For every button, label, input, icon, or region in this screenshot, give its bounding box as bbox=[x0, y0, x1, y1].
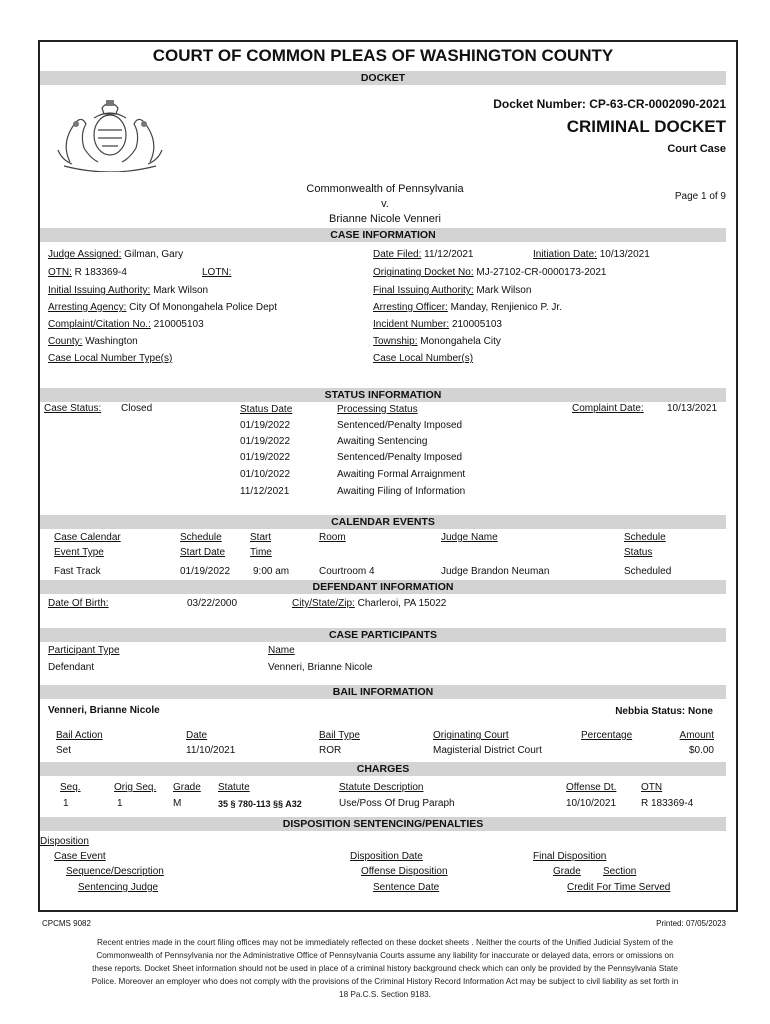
participant-name-header: Name bbox=[268, 645, 295, 656]
charge-offense-date: 10/10/2021 bbox=[566, 798, 617, 809]
legal-notice: Recent entries made in the court filing offices may not be immediately reflected on these docket sheets . Neither the courts of the Unified Judicial System of the Commonwealth of Pennsylvania nor the Administrative Office of Pennsylvania Courts assume any liability for inaccurate or delayed data, errors or omissions on these reports. Docket Sheet information should not be used in place of a criminal history background check which can only be provided by the Pennsylvania State Police. Moreover an employer who does not comply with the provisions of the Criminal History Record Information Act may be subject to civil liability as set forth in 18 Pa.C.S. Section 9183. bbox=[91, 938, 679, 999]
case-local-numbers: Case Local Number(s) bbox=[373, 353, 474, 364]
participant-name: Venneri, Brianne Nicole bbox=[268, 662, 373, 673]
status-row-status: Awaiting Sentencing bbox=[337, 436, 428, 447]
docket-number: Docket Number: CP-63-CR-0002090-2021 bbox=[493, 97, 726, 111]
docket-band: DOCKET bbox=[40, 71, 726, 85]
bail-information-band: BAIL INFORMATION bbox=[40, 685, 726, 699]
bail-percentage-header: Percentage bbox=[581, 730, 633, 741]
bail-court: Magisterial District Court bbox=[433, 745, 542, 756]
bail-type-header: Bail Type bbox=[319, 730, 360, 741]
disposition-header: Disposition bbox=[40, 836, 89, 847]
printed-date: Printed: 07/05/2023 bbox=[656, 919, 726, 928]
charge-grade-header: Grade bbox=[173, 782, 201, 793]
calendar-event-type-header: Event Type bbox=[54, 547, 104, 558]
caption-v: v. bbox=[381, 198, 389, 210]
credit-time-served-header: Credit For Time Served bbox=[567, 882, 671, 893]
complaint-citation: Complaint/Citation No.: 210005103 bbox=[48, 319, 204, 330]
calendar-start-date-header: Start Date bbox=[180, 547, 226, 558]
sentence-date-header: Sentence Date bbox=[373, 882, 440, 893]
form-id: CPCMS 9082 bbox=[42, 919, 91, 928]
final-issuing-authority: Final Issuing Authority: Mark Wilson bbox=[373, 285, 532, 296]
status-row-status: Sentenced/Penalty Imposed bbox=[337, 452, 463, 463]
calendar-event-type-header: Case Calendar bbox=[54, 532, 121, 543]
date-of-birth-value: 03/22/2000 bbox=[187, 598, 238, 609]
caption-line1: Commonwealth of Pennsylvania bbox=[306, 183, 464, 195]
calendar-event-type: Fast Track bbox=[54, 566, 101, 577]
complaint-date-label: Complaint Date: bbox=[572, 403, 644, 414]
bail-action-header: Bail Action bbox=[56, 730, 103, 741]
initiation-date: Initiation Date: 10/13/2021 bbox=[533, 249, 650, 260]
caption-defendant: Brianne Nicole Venneri bbox=[329, 213, 441, 225]
charge-orig-seq: 1 bbox=[117, 798, 123, 809]
lotn: LOTN: bbox=[202, 267, 232, 278]
status-date-header: Status Date bbox=[240, 404, 293, 415]
offense-disposition-header: Offense Disposition bbox=[361, 866, 448, 877]
participant-type-header: Participant Type bbox=[48, 645, 120, 656]
page-indicator: Page 1 of 9 bbox=[674, 191, 726, 202]
disposition-section-header: Section bbox=[603, 866, 637, 877]
court-case-label: Court Case bbox=[667, 143, 726, 155]
status-row-date: 01/19/2022 bbox=[240, 452, 291, 463]
sentencing-judge-header: Sentencing Judge bbox=[78, 882, 159, 893]
judge-assigned: Judge Assigned: Gilman, Gary bbox=[48, 249, 184, 260]
bail-amount: $0.00 bbox=[688, 745, 714, 756]
charge-description: Use/Poss Of Drug Paraph bbox=[339, 798, 455, 809]
bail-amount-header: Amount bbox=[679, 730, 714, 741]
calendar-status: Scheduled bbox=[624, 566, 672, 577]
calendar-judge-header: Judge Name bbox=[441, 532, 498, 543]
charge-statute: 35 § 780-113 §§ A32 bbox=[218, 799, 302, 809]
status-row-status: Sentenced/Penalty Imposed bbox=[337, 420, 463, 431]
city-state-zip: City/State/Zip: Charleroi, PA 15022 bbox=[292, 598, 447, 609]
status-row-date: 01/10/2022 bbox=[240, 469, 291, 480]
calendar-judge: Judge Brandon Neuman bbox=[441, 566, 550, 577]
case-local-number-type: Case Local Number Type(s) bbox=[48, 353, 173, 364]
charges-band: CHARGES bbox=[40, 762, 726, 776]
township: Township: Monongahela City bbox=[373, 336, 501, 347]
calendar-status-header: Status bbox=[624, 547, 653, 558]
final-disposition-header: Final Disposition bbox=[533, 851, 607, 862]
disposition-date-header: Disposition Date bbox=[350, 851, 423, 862]
charge-statute-header: Statute bbox=[218, 782, 250, 793]
status-row-date: 01/19/2022 bbox=[240, 436, 291, 447]
status-row-date: 11/12/2021 bbox=[240, 486, 290, 497]
participant-type: Defendant bbox=[48, 662, 95, 673]
case-status-value: Closed bbox=[121, 403, 153, 414]
status-row-date: 01/19/2022 bbox=[240, 420, 291, 431]
calendar-status-header: Schedule bbox=[624, 532, 666, 543]
bail-court-header: Originating Court bbox=[433, 730, 509, 741]
calendar-start-date-header: Schedule bbox=[180, 532, 222, 543]
initial-issuing-authority: Initial Issuing Authority: Mark Wilson bbox=[48, 285, 209, 296]
status-row-status: Awaiting Formal Arraignment bbox=[337, 469, 466, 480]
calendar-start-date: 01/19/2022 bbox=[180, 566, 231, 577]
charge-seq-header: Seq. bbox=[60, 782, 81, 793]
charge-offense-date-header: Offense Dt. bbox=[566, 782, 617, 793]
calendar-start-time-header: Start bbox=[250, 532, 272, 543]
calendar-room: Courtroom 4 bbox=[319, 566, 375, 577]
calendar-start-time: 9:00 am bbox=[253, 566, 290, 577]
bail-date: 11/10/2021 bbox=[186, 745, 236, 756]
charge-description-header: Statute Description bbox=[339, 782, 424, 793]
sequence-description-header: Sequence/Description bbox=[66, 866, 164, 877]
calendar-room-header: Room bbox=[319, 532, 346, 543]
court-title: COURT OF COMMON PLEAS OF WASHINGTON COUNTY bbox=[152, 46, 614, 65]
case-participants-band: CASE PARTICIPANTS bbox=[40, 628, 726, 642]
charge-otn: R 183369-4 bbox=[641, 798, 694, 809]
county: County: Washington bbox=[48, 336, 138, 347]
nebbia-status: Nebbia Status: None bbox=[615, 706, 713, 717]
bail-defendant-name: Venneri, Brianne Nicole bbox=[48, 705, 160, 716]
charge-grade: M bbox=[173, 798, 182, 809]
defendant-information-band: DEFENDANT INFORMATION bbox=[40, 580, 726, 594]
bail-type: ROR bbox=[319, 745, 342, 756]
calendar-events-band: CALENDAR EVENTS bbox=[40, 515, 726, 529]
docket-type: CRIMINAL DOCKET bbox=[566, 117, 726, 136]
bail-date-header: Date bbox=[186, 730, 208, 741]
originating-docket: Originating Docket No: MJ-27102-CR-0000173-2021 bbox=[373, 267, 607, 278]
case-event-header: Case Event bbox=[54, 851, 106, 862]
disposition-grade-header: Grade bbox=[553, 866, 581, 877]
charge-seq: 1 bbox=[63, 798, 69, 809]
complaint-date-value: 10/13/2021 bbox=[667, 403, 718, 414]
date-of-birth-label: Date Of Birth: bbox=[48, 598, 109, 609]
processing-status-header: Processing Status bbox=[337, 404, 418, 415]
incident-number: Incident Number: 210005103 bbox=[373, 319, 502, 330]
arresting-officer: Arresting Officer: Manday, Renjienico P. Jr. bbox=[373, 302, 562, 313]
disposition-band: DISPOSITION SENTENCING/PENALTIES bbox=[40, 817, 726, 831]
charge-otn-header: OTN bbox=[641, 782, 663, 793]
charge-orig-seq-header: Orig Seq. bbox=[114, 782, 157, 793]
arresting-agency: Arresting Agency: City Of Monongahela Police Dept bbox=[48, 302, 278, 313]
status-row-status: Awaiting Filing of Information bbox=[337, 486, 466, 497]
status-information-band: STATUS INFORMATION bbox=[40, 388, 726, 402]
calendar-start-time-header: Time bbox=[250, 547, 272, 558]
case-information-band: CASE INFORMATION bbox=[40, 228, 726, 242]
otn: OTN: R 183369-4 bbox=[48, 267, 127, 278]
pennsylvania-seal-icon bbox=[50, 90, 170, 176]
case-status: Case Status: bbox=[44, 403, 102, 414]
date-filed: Date Filed: 11/12/2021 bbox=[373, 249, 474, 260]
bail-action: Set bbox=[56, 745, 72, 756]
